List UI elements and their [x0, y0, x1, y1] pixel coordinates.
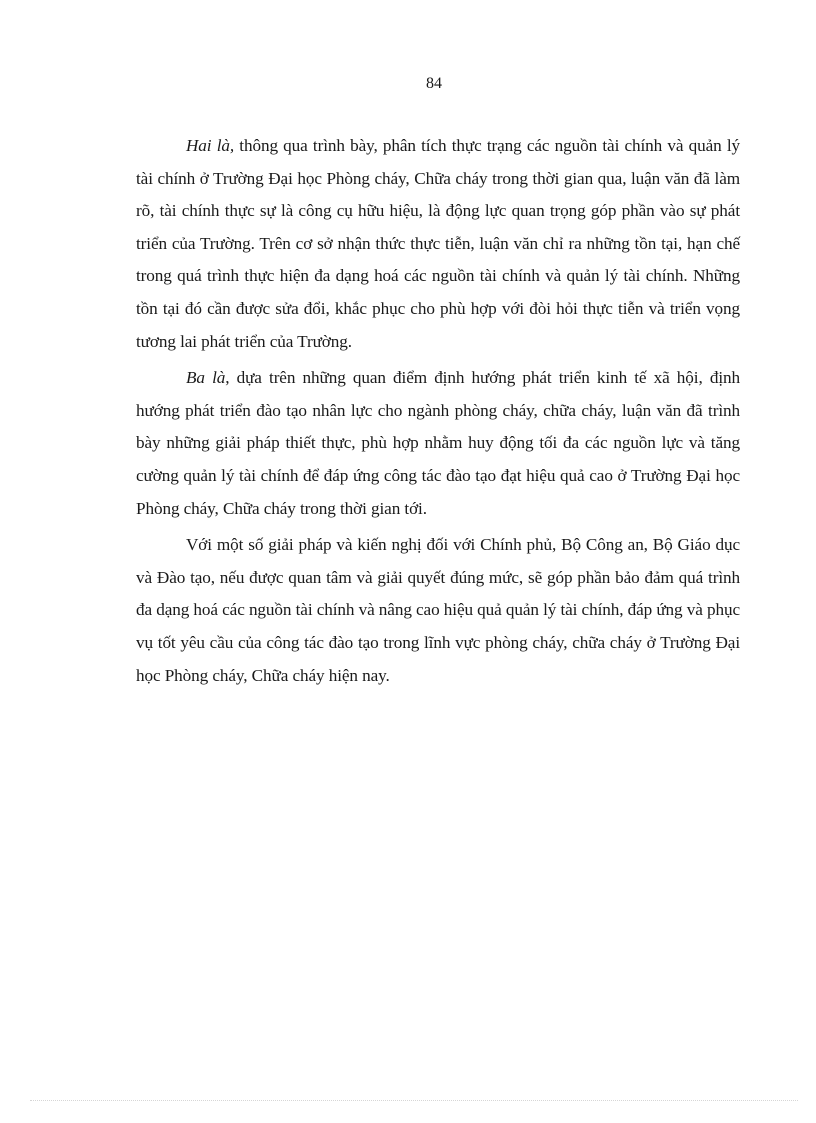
paragraph-ba-la	[136, 362, 740, 525]
paragraph-conclusion	[136, 529, 740, 692]
body-text	[136, 130, 740, 696]
paragraph-text: , dựa trên những quan điểm định hướng phát triển kinh tế xã hội, định hướng phát triển đào tạo nhân lực cho ngành phòng cháy, chữa cháy, luận văn đã trình bày những giải pháp thiết thực, phù hợp nhằm huy động tối đa các nguồn lực và tăng cường quản lý tài chính để đáp ứng công tác đào tạo đạt hiệu quả cao ở Trường Đại học Phòng cháy, Chữa cháy trong thời gian tới.	[136, 368, 740, 518]
paragraph-lead: Hai là,	[186, 136, 235, 155]
paragraph-lead: Ba là	[186, 368, 226, 388]
page-number: 84	[426, 75, 442, 92]
paragraph-text: thông qua trình bày, phân tích thực trạng các nguồn tài chính và quản lý tài chính ở Trường Đại học Phòng cháy, Chữa cháy trong thời gian qua, luận văn đã làm rõ, tài chính thực sự là công cụ hữu hiệu, là động lực quan trọng góp phần vào sự phát triển của Trường. Trên cơ sở nhận thức thực tiễn, luận văn chỉ ra những tồn tại, hạn chế trong quá trình thực hiện đa dạng hoá các nguồn tài chính và quản lý tài chính. Những tồn tại đó cần được sửa đổi, khắc phục cho phù hợp với đòi hỏi thực tiễn và triển vọng tương lai phát triển của Trường.	[136, 136, 741, 351]
paragraph-hai-la	[136, 130, 740, 358]
page-bottom-divider	[30, 1100, 798, 1101]
paragraph-text: Với một số giải pháp và kiến nghị đối với Chính phủ, Bộ Công an, Bộ Giáo dục và Đào tạo, nếu được quan tâm và giải quyết đúng mức, sẽ góp phần bảo đảm quá trình đa dạng hoá các nguồn tài chính và nâng cao hiệu quả quản lý tài chính, đáp ứng và phục vụ tốt yêu cầu của công tác đào tạo trong lĩnh vực phòng cháy, chữa cháy ở Trường Đại học Phòng cháy, Chữa cháy hiện nay.	[136, 535, 740, 685]
